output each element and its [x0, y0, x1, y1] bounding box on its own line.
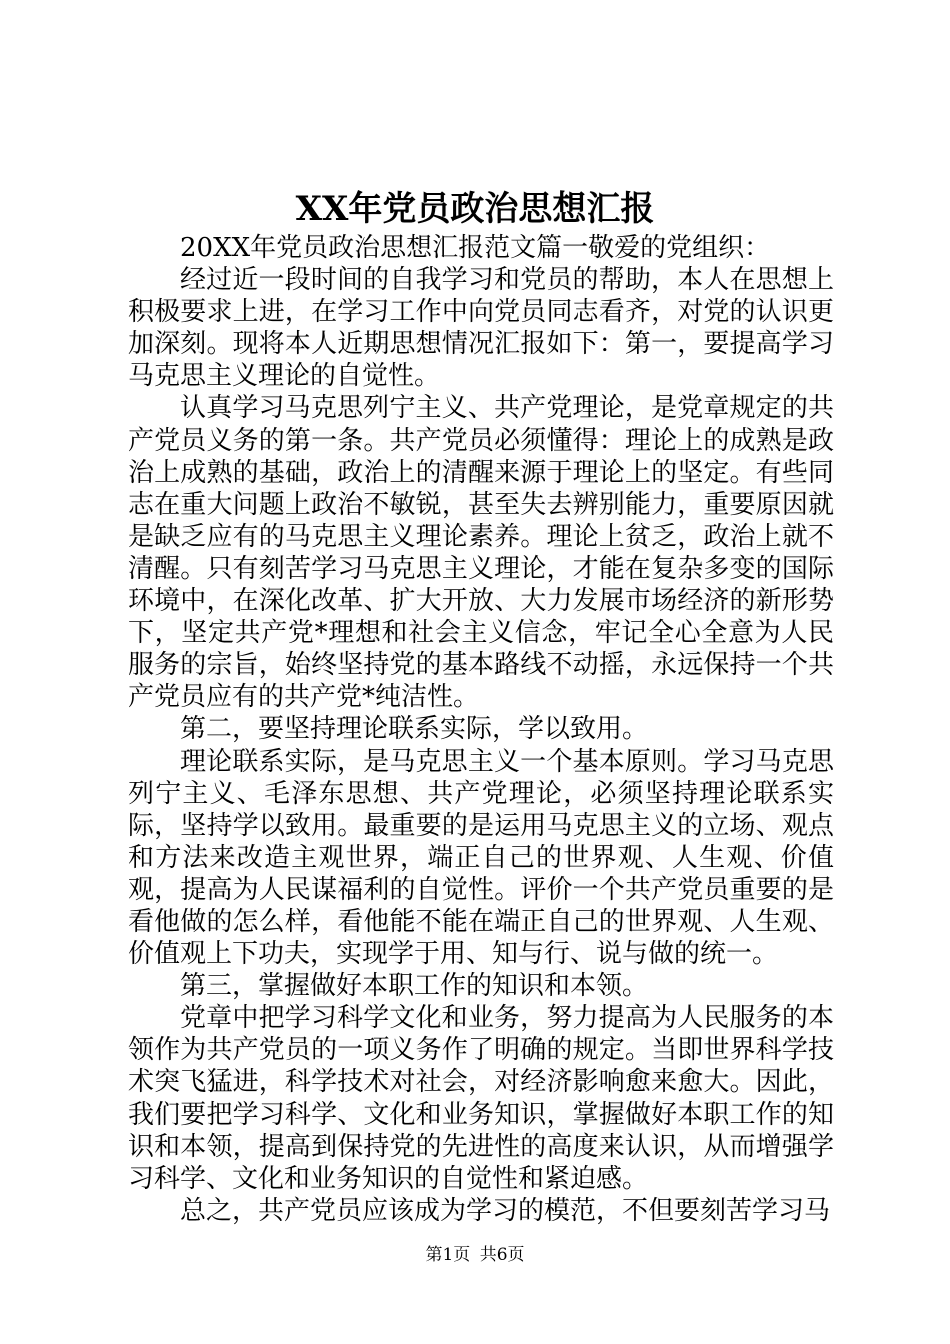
paragraph-3: 认真学习马克思列宁主义、共产党理论，是党章规定的共产党员义务的第一条。共产党员必须懂得：理论上的成熟是政治上成熟的基础，政治上的清醒来源于理论上的坚定。有些同志在重大问题上政治不敏锐，甚至失去辨别能力，重要原因就是缺乏应有的马克思主义理论素养。理论上贫乏，政治上就不清醒。只有刻苦学习马克思主义理论，才能在复杂多变的国际环境中，在深化改革、扩大开放、大力发展市场经济的新形势下，坚定共产党*理想和社会主义信念，牢记全心全意为人民服务的宗旨，始终坚持党的基本路线不动摇，永远保持一个共产党员应有的共产党*纯洁性。: [128, 393, 834, 713]
paragraph-5: 理论联系实际，是马克思主义一个基本原则。学习马克思列宁主义、毛泽东思想、共产党理论，必须坚持理论联系实际，坚持学以致用。最重要的是运用马克思主义的立场、观点和方法来改造主观世界，端正自己的世界观、人生观、价值观，提高为人民谋福利的自觉性。评价一个共产党员重要的是看他做的怎么样，看他能不能在端正自己的世界观、人生观、价值观上下功夫，实现学于用、知与行、说与做的统一。: [128, 746, 834, 970]
paragraph-6: 第三，掌握做好本职工作的知识和本领。: [180, 971, 649, 1002]
paragraph-4: 第二，要坚持理论联系实际，学以致用。: [180, 714, 649, 745]
page-number: 第1页: [425, 1245, 471, 1265]
page-total: 共6页: [479, 1245, 525, 1265]
page-footer: [0, 1243, 950, 1267]
paragraph-1: 20XX年党员政治思想汇报范文篇一敬爱的党组织：: [180, 233, 771, 263]
paragraph-7: 党章中把学习科学文化和业务，努力提高为人民服务的本领作为共产党员的一项义务作了明确的规定。当即世界科学技术突飞猛进，科学技术对社会，对经济影响愈来愈大。因此，我们要把学习科学、文化和业务知识，掌握做好本职工作的知识和本领，提高到保持党的先进性的高度来认识，从而增强学习科学、文化和业务知识的自觉性和紧迫感。: [128, 1003, 834, 1194]
paragraph-2: 经过近一段时间的自我学习和党员的帮助，本人在思想上积极要求上进，在学习工作中向党员同志看齐，对党的认识更加深刻。现将本人近期思想情况汇报如下：第一，要提高学习马克思主义理论的自觉性。: [128, 265, 834, 392]
document-title: XX年党员政治思想汇报: [295, 189, 655, 229]
paragraph-8: 总之，共产党员应该成为学习的模范，不但要刻苦学习马: [180, 1195, 831, 1226]
document-body: [128, 232, 834, 1227]
